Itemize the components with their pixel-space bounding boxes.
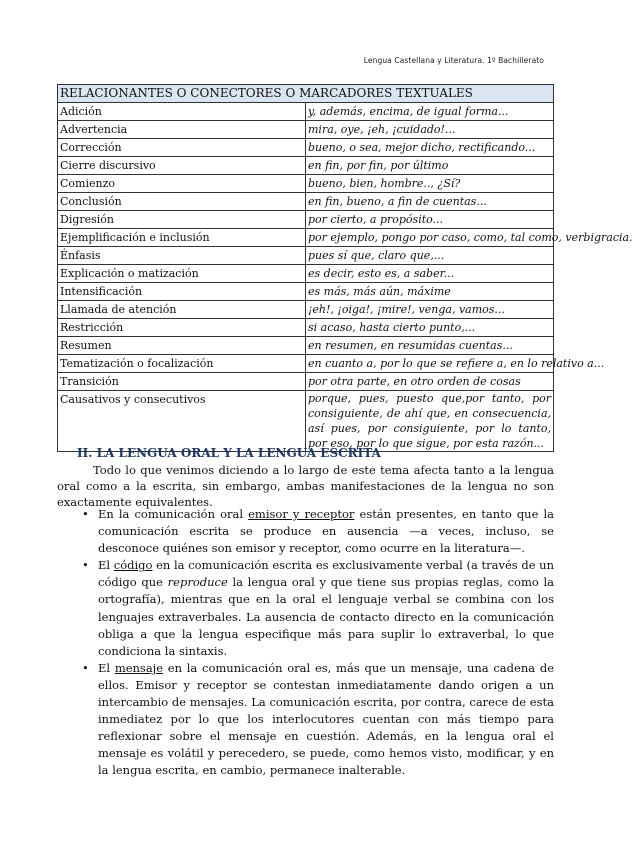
table-title-row (58, 85, 554, 103)
row-category: Explicación o matización (58, 265, 306, 283)
row-examples: en fin, por fin, por último (306, 157, 554, 175)
row-examples: es más, más aún, máxime (306, 283, 554, 301)
row-examples: en resumen, en resumidas cuentas... (306, 337, 554, 355)
section-title: II. LA LENGUA ORAL Y LA LENGUA ESCRITA (77, 446, 381, 460)
table-row (58, 103, 554, 121)
table-title: RELACIONANTES O CONECTORES O MARCADORES TEXTUALES (58, 85, 554, 103)
table-row (58, 229, 554, 247)
table-row (58, 211, 554, 229)
table-row (58, 265, 554, 283)
table-row (58, 247, 554, 265)
table-row (58, 319, 554, 337)
underlined-term: código (113, 558, 153, 573)
table-row (58, 373, 554, 391)
bullet-icon: • (82, 558, 89, 573)
row-category: Tematización o focalización (58, 355, 306, 373)
row-category: Conclusión (58, 193, 306, 211)
row-category: Corrección (58, 139, 306, 157)
table-row (58, 121, 554, 139)
table-row (58, 175, 554, 193)
row-examples: en fin, bueno, a fin de cuentas... (306, 193, 554, 211)
row-category: Transición (58, 373, 306, 391)
bullet-icon: • (82, 660, 89, 675)
row-examples: en cuanto a, por lo que se refiere a, en lo relativo a... (306, 355, 554, 373)
underlined-term: mensaje (114, 660, 164, 675)
bullet-text: en la comunicación escrita es exclusivamente verbal (a través de un código que (98, 558, 555, 590)
row-category: Cierre discursivo (58, 157, 306, 175)
row-category: Comienzo (58, 175, 306, 193)
bullet-text: El (98, 660, 115, 675)
row-examples: bueno, o sea, mejor dicho, rectificando... (306, 139, 554, 157)
row-category: Intensificación (58, 283, 306, 301)
bullet-text: En la comunicación oral (98, 507, 249, 521)
row-category: Énfasis (58, 247, 306, 265)
bullet-text: en la comunicación oral es, más que un mensaje, una cadena de ellos. Emisor y receptor se contestan inmediatamente dando origen a un intercambio de mensajes. La comunicación escrita, por contra, carece de esta inmediatez por lo que los interlocutores cuentan con más tiempo para reflexionar sobre el mensaje en cuestión. Además, en la lengua oral el mensaje es volátil y perecedero, se puede, como hemos visto, modificar, y en la lengua escrita, en cambio, permanece inalterable. (98, 660, 554, 778)
intro-paragraph: Todo lo que venimos diciendo a lo largo de este tema afecta tanto a la lengua oral como a la escrita, sin embargo, ambas manifestaciones de la lengua no son exactamente equivalentes. (57, 463, 554, 509)
row-examples: por otra parte, en otro orden de cosas (306, 373, 554, 391)
row-examples: por ejemplo, pongo por caso, como, tal como, verbigracia. (306, 229, 554, 247)
row-category: Digresión (58, 211, 306, 229)
bullet-icon: • (82, 507, 89, 521)
row-examples: porque, pues, puesto que,por tanto, por consiguiente, de ahí que, en consecuencia, así pues, por consiguiente, por lo tanto, por eso, por lo que sigue, por esta razón... (306, 391, 554, 452)
bullet-text: están presentes, en tanto que la comunicación escrita se produce en ausencia —a veces, incluso, se desconoce quiénes son emisor y receptor, como ocurre en la literatura—. (98, 507, 554, 556)
table-row (58, 283, 554, 301)
table-row (58, 337, 554, 355)
table-row (58, 193, 554, 211)
row-examples: ¡eh!, ¡oiga!, ¡mire!, venga, vamos... (306, 301, 554, 319)
table-row (58, 355, 554, 373)
row-category: Llamada de atención (58, 301, 306, 319)
row-category: Ejemplificación e inclusión (58, 229, 306, 247)
row-examples: si acaso, hasta cierto punto,... (306, 319, 554, 337)
bullet-list (82, 506, 555, 780)
bullet-text: El (98, 558, 114, 573)
row-category: Advertencia (58, 121, 306, 139)
row-category: Causativos y consecutivos (58, 391, 306, 452)
table-row (58, 157, 554, 175)
row-category: Restricción (58, 319, 306, 337)
connectors-table (57, 84, 633, 452)
italic-term: reproduce (167, 575, 228, 590)
page-header-note: Lengua Castellana y Literatura. 1º Bachillerato (363, 56, 544, 65)
table-row (58, 139, 554, 157)
list-item (82, 506, 554, 557)
underlined-term: emisor y receptor (248, 507, 355, 521)
bullet-text: la lengua oral y que tiene sus propias reglas, como la ortografía), mientras que en la oral el lenguaje verbal se combina con los lenguajes extraverbales. La ausencia de contacto directo en la comunicación obliga a que la lengua especifique más para suplir lo extraverbal, lo que condiciona la sintaxis. (98, 575, 555, 658)
row-category: Adición (58, 103, 306, 121)
row-examples: y, además, encima, de igual forma... (306, 103, 554, 121)
row-examples: mira, oye, ¡eh, ¡cuidado!... (306, 121, 554, 139)
row-category: Resumen (58, 337, 306, 355)
table-row (58, 301, 554, 319)
row-examples: pues sí que, claro que,... (306, 247, 554, 265)
row-examples: por cierto, a propósito... (306, 211, 554, 229)
table-row (58, 391, 554, 452)
list-item (82, 660, 554, 780)
list-item (82, 557, 555, 660)
row-examples: bueno, bien, hombre.., ¿Sí? (306, 175, 554, 193)
row-examples: es decir, esto es, a saber... (306, 265, 554, 283)
